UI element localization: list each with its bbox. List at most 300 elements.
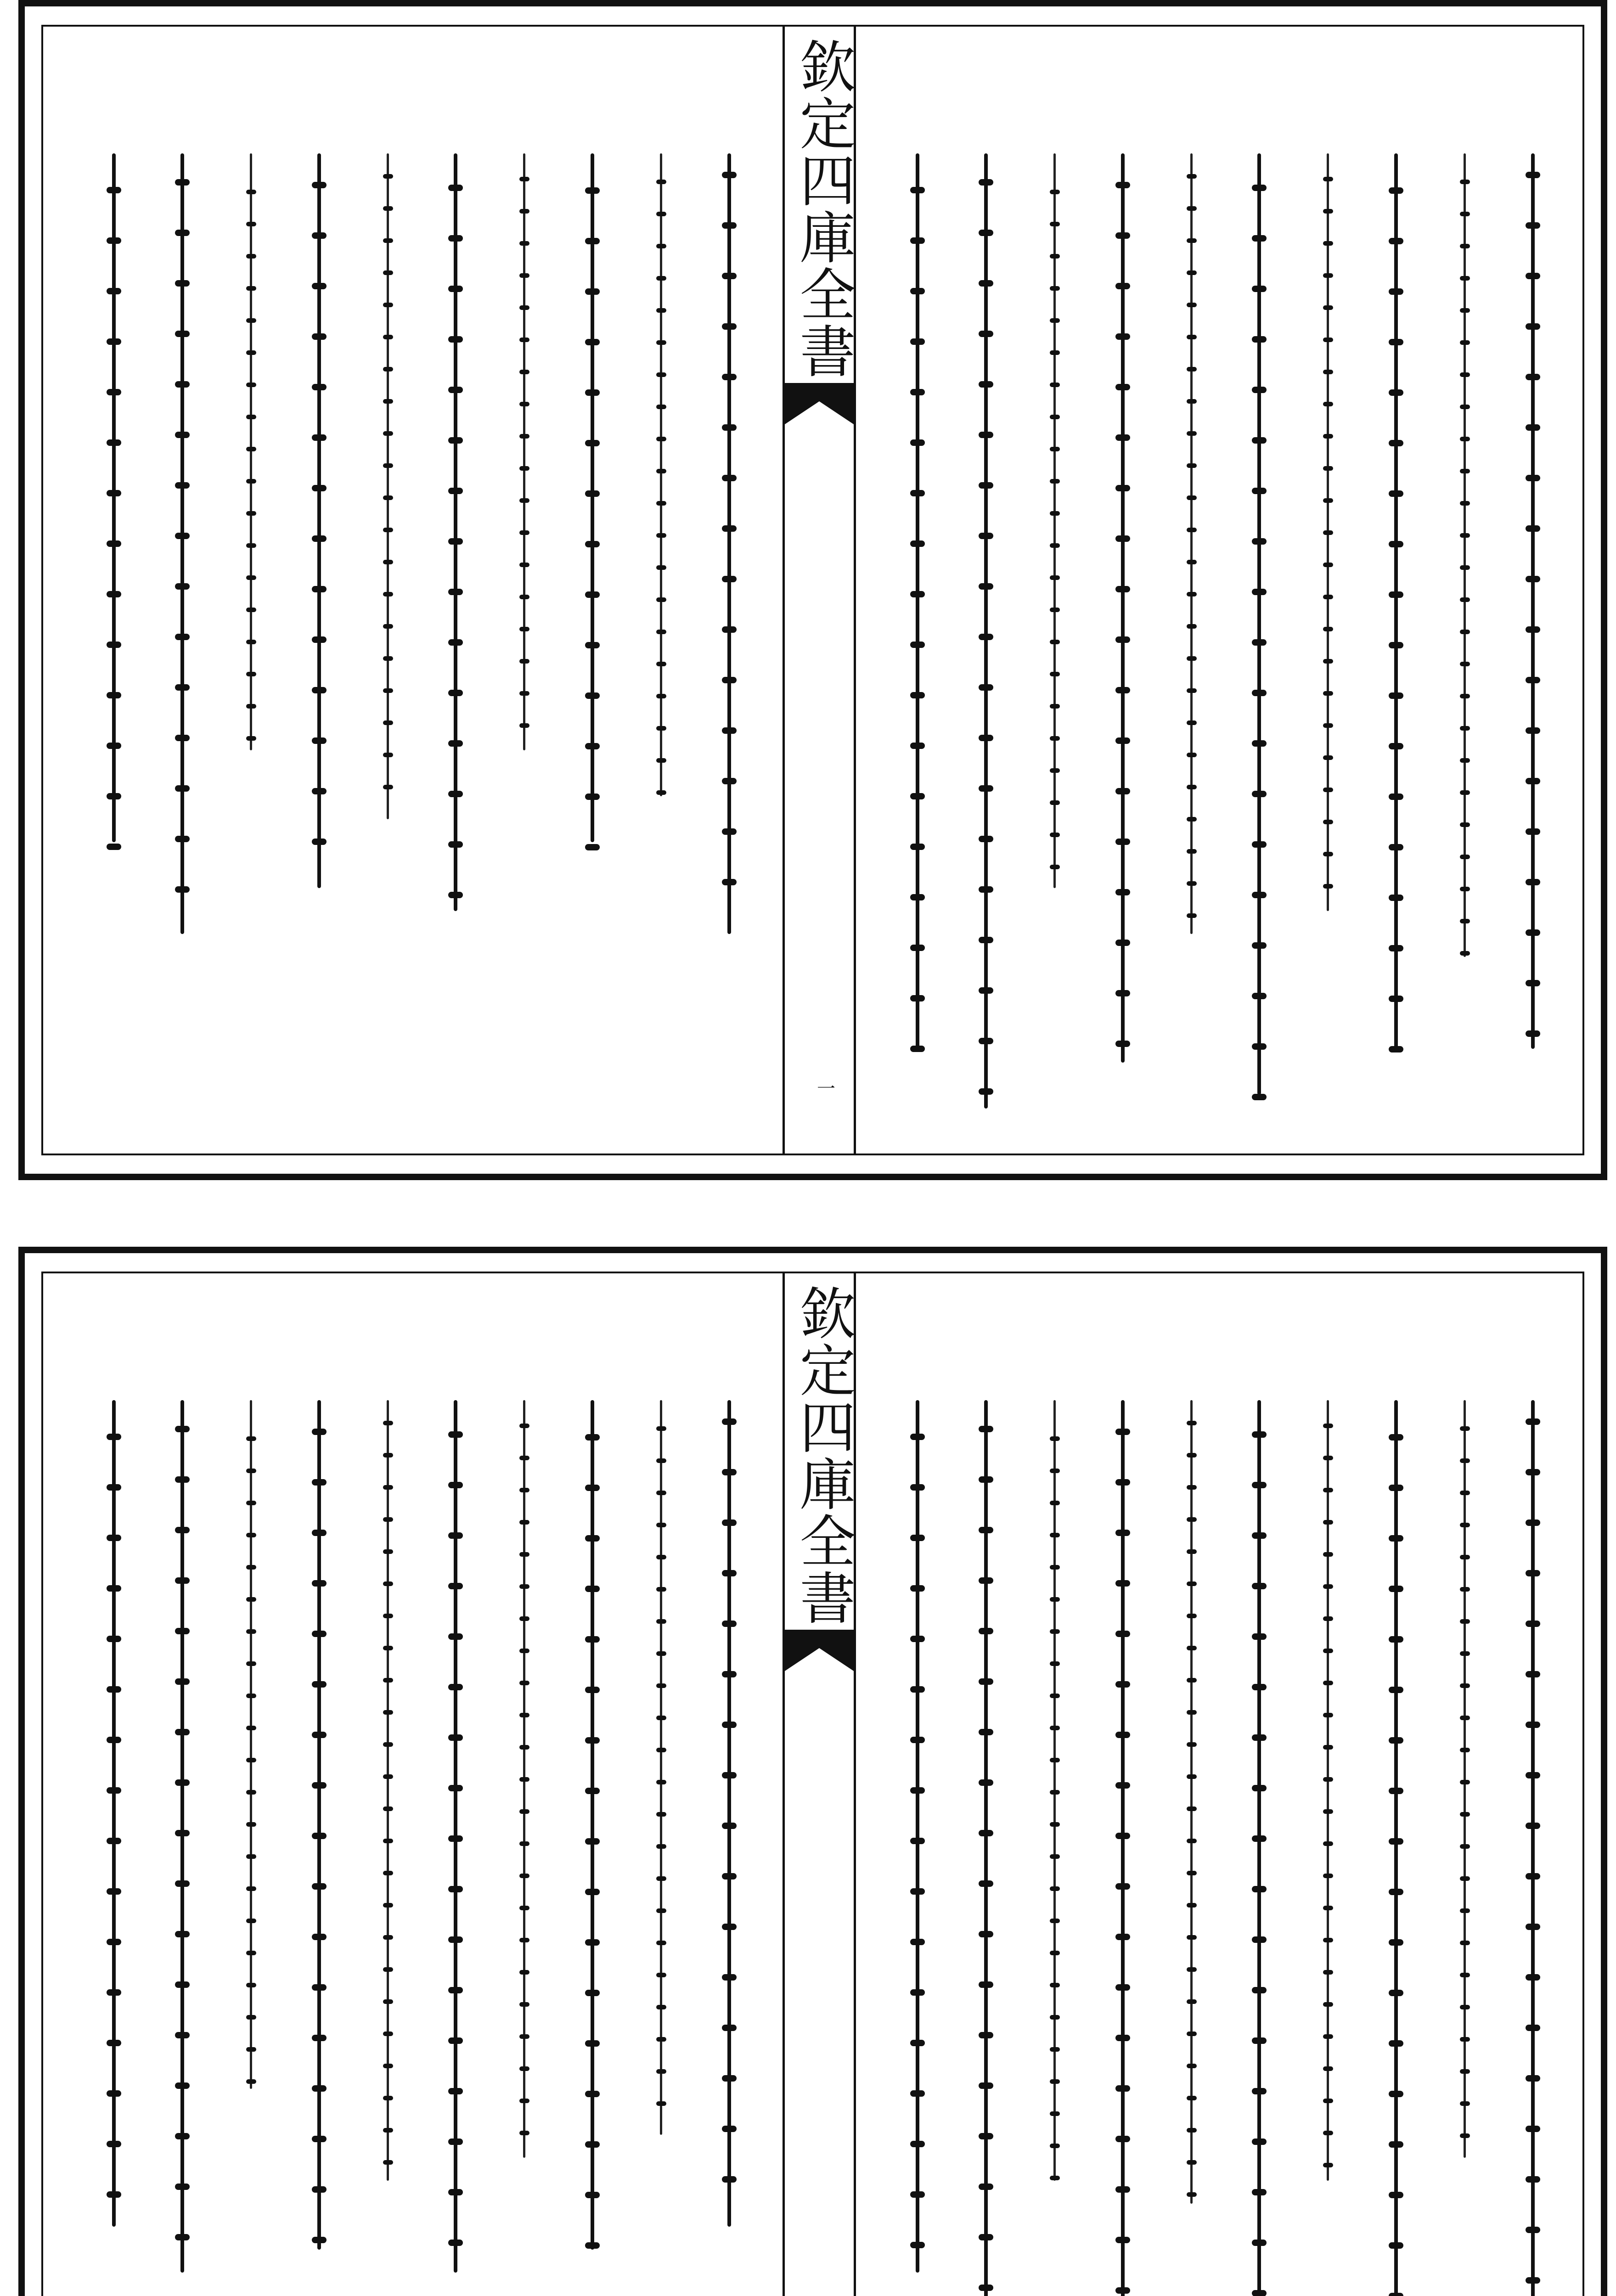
script-glyph [312, 2035, 327, 2041]
script-glyph [383, 1549, 393, 1554]
script-glyph [1460, 2101, 1470, 2106]
script-glyph [656, 758, 666, 763]
top-spread [18, 0, 1607, 1180]
script-glyph [1187, 1967, 1197, 1972]
text-columns [80, 1400, 764, 2296]
script-glyph [1389, 1939, 1403, 1946]
script-glyph [312, 283, 327, 289]
script-stroke [112, 153, 116, 842]
script-glyph [656, 1619, 666, 1624]
bottom-spread [18, 1247, 1607, 2296]
script-glyph [448, 336, 463, 343]
script-glyph [175, 886, 190, 893]
script-glyph [1526, 2176, 1540, 2183]
script-glyph [107, 2191, 121, 2198]
script-glyph [979, 331, 993, 337]
script-glyph [383, 1903, 393, 1908]
script-column [98, 1400, 130, 2296]
script-glyph [1187, 1839, 1197, 1843]
script-glyph [1323, 1520, 1333, 1525]
script-glyph [722, 424, 737, 431]
script-glyph [1252, 185, 1267, 191]
script-glyph [1460, 308, 1470, 313]
script-glyph [1187, 270, 1197, 275]
script-glyph [448, 488, 463, 494]
script-glyph [979, 684, 993, 691]
script-column [1107, 153, 1139, 1128]
script-glyph [1389, 793, 1403, 800]
script-glyph [1323, 241, 1333, 246]
script-glyph [519, 1874, 529, 1878]
script-glyph [1050, 1436, 1060, 1441]
script-glyph [1526, 677, 1540, 683]
script-glyph [1526, 475, 1540, 481]
script-glyph [312, 1833, 327, 1839]
script-column [508, 153, 541, 1128]
script-glyph [246, 254, 256, 259]
script-glyph [1187, 399, 1197, 404]
script-glyph [107, 1636, 121, 1642]
script-glyph [383, 367, 393, 371]
script-glyph [656, 405, 666, 409]
script-glyph [1115, 232, 1130, 239]
script-glyph [312, 586, 327, 592]
script-glyph [246, 1758, 256, 1762]
script-glyph [1323, 1874, 1333, 1878]
script-glyph [312, 535, 327, 542]
script-glyph [1115, 990, 1130, 996]
script-stroke [1121, 153, 1125, 1063]
script-glyph [722, 2176, 737, 2183]
script-glyph [585, 1687, 600, 1693]
script-glyph [383, 2064, 393, 2068]
script-glyph [519, 1584, 529, 1589]
script-column [1244, 1400, 1276, 2296]
script-glyph [107, 338, 121, 345]
script-glyph [1460, 951, 1470, 956]
script-glyph [246, 1854, 256, 1859]
script-glyph [979, 785, 993, 792]
script-column [1107, 1400, 1139, 2296]
script-glyph [722, 2075, 737, 2082]
script-glyph [656, 1555, 666, 1559]
script-glyph [1187, 881, 1197, 886]
script-glyph [246, 672, 256, 676]
script-glyph [1187, 1710, 1197, 1715]
script-glyph [1323, 1552, 1333, 1557]
script-glyph [585, 1889, 600, 1895]
script-glyph [383, 785, 393, 789]
script-glyph [1460, 1780, 1470, 1784]
script-glyph [383, 1421, 393, 1425]
script-glyph [519, 1777, 529, 1782]
script-glyph [910, 2040, 925, 2046]
fishtail-ornament [785, 1630, 854, 1671]
script-glyph [1252, 1633, 1267, 1640]
script-glyph [175, 1830, 190, 1836]
script-glyph [1050, 415, 1060, 419]
script-stroke [660, 153, 662, 796]
script-glyph [1187, 656, 1197, 661]
script-glyph [246, 1726, 256, 1730]
script-glyph [979, 1628, 993, 1634]
script-column [577, 153, 609, 1128]
fishtail-ornament [785, 383, 854, 424]
script-glyph [175, 583, 190, 590]
script-glyph [383, 1517, 393, 1522]
script-glyph [1526, 1873, 1540, 1880]
script-glyph [585, 389, 600, 396]
script-glyph [1115, 2136, 1130, 2142]
script-glyph [1526, 323, 1540, 330]
script-glyph [1187, 624, 1197, 629]
script-glyph [175, 230, 190, 236]
script-glyph [722, 1671, 737, 1677]
script-glyph [1526, 374, 1540, 380]
script-glyph [1252, 387, 1267, 393]
script-glyph [1050, 254, 1060, 259]
script-glyph [246, 1951, 256, 1955]
script-glyph [312, 2136, 327, 2142]
script-glyph [1187, 592, 1197, 597]
script-glyph [246, 447, 256, 451]
script-glyph [312, 2085, 327, 2092]
script-glyph [1252, 1684, 1267, 1690]
script-glyph [1187, 1742, 1197, 1747]
script-glyph [1252, 841, 1267, 848]
script-glyph [1050, 1565, 1060, 1570]
script-glyph [1526, 2075, 1540, 2082]
script-glyph [1187, 1485, 1197, 1490]
script-glyph [1252, 2189, 1267, 2195]
script-glyph [246, 1790, 256, 1795]
script-glyph [519, 1552, 529, 1557]
script-stroke [1464, 1400, 1466, 2158]
script-glyph [312, 1984, 327, 1991]
script-glyph [722, 172, 737, 178]
script-glyph [1115, 737, 1130, 744]
script-glyph [1050, 2047, 1060, 2052]
script-glyph [1460, 244, 1470, 248]
script-glyph [1460, 1973, 1470, 1977]
script-glyph [656, 2005, 666, 2009]
script-glyph [1187, 1421, 1197, 1425]
script-stroke [1394, 1400, 1398, 2296]
script-glyph [585, 490, 600, 497]
script-glyph [1050, 222, 1060, 226]
script-glyph [1460, 2037, 1470, 2042]
script-glyph [383, 688, 393, 693]
script-glyph [312, 1580, 327, 1587]
script-column [440, 153, 472, 1128]
script-glyph [246, 1983, 256, 1987]
script-glyph [979, 1880, 993, 1887]
center-spine [783, 1272, 856, 2296]
script-glyph [1050, 1919, 1060, 1923]
script-glyph [1526, 1469, 1540, 1475]
script-glyph [1526, 1030, 1540, 1037]
script-glyph [1115, 687, 1130, 693]
script-glyph [1050, 865, 1060, 869]
script-glyph [175, 634, 190, 640]
script-glyph [448, 1633, 463, 1640]
right-page [884, 34, 1568, 1146]
script-glyph [1252, 1094, 1267, 1100]
script-glyph [175, 1981, 190, 1988]
script-glyph [175, 280, 190, 287]
script-glyph [519, 530, 529, 535]
script-column [970, 1400, 1002, 2296]
script-glyph [1323, 305, 1333, 310]
script-glyph [1050, 608, 1060, 612]
script-glyph [107, 1434, 121, 1440]
script-column [1039, 153, 1071, 1128]
script-glyph [1323, 1488, 1333, 1492]
script-glyph [1252, 1835, 1267, 1842]
script-glyph [1389, 895, 1403, 901]
script-column [645, 153, 677, 1128]
script-stroke [112, 1400, 116, 2227]
script-glyph [246, 1436, 256, 1441]
script-glyph [585, 238, 600, 244]
script-glyph [1389, 743, 1403, 749]
script-glyph [1050, 190, 1060, 194]
script-glyph [656, 1716, 666, 1720]
script-glyph [1389, 1485, 1403, 1491]
script-glyph [175, 1779, 190, 1786]
script-glyph [175, 735, 190, 741]
script-column [714, 153, 746, 1128]
script-glyph [448, 1936, 463, 1943]
script-glyph [656, 1812, 666, 1817]
script-glyph [448, 2138, 463, 2145]
script-glyph [1187, 1774, 1197, 1779]
script-glyph [1115, 1041, 1130, 1047]
script-glyph [1187, 1549, 1197, 1554]
script-glyph [383, 592, 393, 597]
script-glyph [312, 485, 327, 491]
script-glyph [1389, 339, 1403, 345]
script-column [304, 1400, 336, 2296]
script-glyph [1252, 993, 1267, 999]
script-glyph [175, 2234, 190, 2240]
script-glyph [1115, 384, 1130, 390]
script-glyph [175, 179, 190, 186]
script-glyph [910, 490, 925, 496]
script-glyph [585, 339, 600, 345]
script-glyph [107, 490, 121, 496]
script-glyph [1460, 1523, 1470, 1527]
script-stroke [454, 153, 457, 911]
script-glyph [910, 1046, 925, 1052]
script-glyph [722, 1722, 737, 1728]
script-glyph [585, 1485, 600, 1491]
script-glyph [246, 511, 256, 516]
script-glyph [1115, 838, 1130, 845]
script-glyph [910, 844, 925, 850]
script-glyph [1115, 1429, 1130, 1435]
script-glyph [1050, 350, 1060, 355]
script-glyph [383, 1967, 393, 1972]
script-glyph [910, 2141, 925, 2147]
script-glyph [519, 1520, 529, 1525]
script-glyph [1323, 852, 1333, 856]
script-stroke [984, 1400, 988, 2296]
script-glyph [383, 2032, 393, 2036]
script-glyph [448, 791, 463, 797]
script-glyph [107, 187, 121, 193]
script-column [714, 1400, 746, 2296]
script-glyph [246, 318, 256, 323]
script-glyph [519, 370, 529, 374]
script-glyph [1187, 1517, 1197, 1522]
script-glyph [979, 381, 993, 388]
script-glyph [519, 1841, 529, 1846]
script-glyph [656, 1908, 666, 1913]
script-glyph [585, 844, 600, 850]
script-glyph [175, 2082, 190, 2089]
script-glyph [1460, 1941, 1470, 1945]
script-glyph [1050, 575, 1060, 580]
script-glyph [1050, 1597, 1060, 1602]
script-glyph [1050, 447, 1060, 451]
script-glyph [1252, 589, 1267, 595]
script-glyph [1187, 335, 1197, 339]
script-glyph [1187, 2032, 1197, 2036]
script-glyph [312, 687, 327, 693]
script-glyph [1187, 913, 1197, 918]
script-glyph [312, 434, 327, 441]
script-glyph [448, 1482, 463, 1488]
script-glyph [722, 1823, 737, 1829]
script-glyph [1460, 437, 1470, 441]
script-glyph [1187, 2160, 1197, 2165]
script-glyph [175, 785, 190, 792]
script-glyph [910, 1737, 925, 1743]
script-glyph [312, 2186, 327, 2193]
script-glyph [585, 2141, 600, 2148]
script-glyph [175, 2032, 190, 2038]
script-glyph [1460, 469, 1470, 473]
script-glyph [1187, 463, 1197, 468]
script-glyph [1389, 2091, 1403, 2097]
script-glyph [1323, 402, 1333, 406]
script-glyph [979, 1038, 993, 1044]
script-glyph [1115, 1530, 1130, 1536]
script-glyph [910, 1989, 925, 1996]
script-glyph [722, 1974, 737, 1981]
script-glyph [1389, 1788, 1403, 1794]
script-glyph [1187, 785, 1197, 789]
script-glyph [1460, 1683, 1470, 1688]
script-glyph [585, 1788, 600, 1794]
script-glyph [107, 1989, 121, 1996]
script-glyph [312, 232, 327, 239]
script-glyph [979, 280, 993, 287]
script-glyph [107, 1787, 121, 1794]
script-glyph [722, 323, 737, 330]
script-glyph [175, 482, 190, 489]
script-glyph [1389, 490, 1403, 497]
script-glyph [585, 2040, 600, 2047]
script-glyph [585, 1586, 600, 1592]
script-glyph [1460, 1812, 1470, 1817]
script-glyph [1526, 2025, 1540, 2031]
script-glyph [519, 2131, 529, 2135]
script-glyph [979, 2133, 993, 2139]
script-glyph [979, 937, 993, 943]
script-glyph [1323, 884, 1333, 889]
script-stroke [984, 153, 988, 1109]
script-glyph [1050, 2176, 1060, 2180]
script-glyph [1460, 597, 1470, 602]
script-glyph [1323, 209, 1333, 214]
script-glyph [1050, 383, 1060, 387]
script-glyph [246, 2015, 256, 2020]
script-glyph [383, 206, 393, 211]
script-glyph [246, 190, 256, 194]
script-glyph [1460, 630, 1470, 634]
script-glyph [1115, 2035, 1130, 2041]
script-glyph [1460, 1844, 1470, 1849]
script-glyph [585, 1737, 600, 1744]
script-glyph [585, 2242, 600, 2249]
script-glyph [910, 187, 925, 193]
script-column [440, 1400, 472, 2296]
right-page [884, 1281, 1568, 2296]
script-glyph [448, 639, 463, 646]
script-glyph [656, 244, 666, 248]
script-glyph [979, 583, 993, 590]
script-glyph [910, 2191, 925, 2198]
script-glyph [1115, 2085, 1130, 2092]
script-glyph [1526, 273, 1540, 279]
script-glyph [656, 340, 666, 345]
script-glyph [107, 743, 121, 749]
script-column [1176, 153, 1208, 1128]
script-glyph [1187, 303, 1197, 307]
script-glyph [979, 1088, 993, 1095]
script-glyph [656, 1523, 666, 1527]
script-glyph [910, 894, 925, 900]
script-glyph [1050, 736, 1060, 741]
script-glyph [312, 1429, 327, 1435]
script-glyph [1115, 283, 1130, 289]
script-glyph [1323, 1456, 1333, 1460]
spine-page-number: 一 [817, 1078, 835, 1099]
script-glyph [1526, 626, 1540, 633]
script-glyph [448, 1532, 463, 1539]
script-glyph [910, 1585, 925, 1592]
script-glyph [1115, 2237, 1130, 2243]
script-glyph [1187, 720, 1197, 725]
script-glyph [1460, 212, 1470, 216]
script-glyph [519, 241, 529, 246]
script-glyph [1526, 1570, 1540, 1576]
script-glyph [1526, 525, 1540, 532]
script-glyph [910, 945, 925, 951]
script-glyph [1115, 485, 1130, 491]
script-glyph [246, 1565, 256, 1570]
script-glyph [1526, 2126, 1540, 2132]
script-glyph [1115, 535, 1130, 542]
script-glyph [1389, 389, 1403, 396]
script-glyph [519, 1713, 529, 1717]
script-glyph [312, 788, 327, 794]
script-glyph [312, 384, 327, 390]
script-glyph [1323, 563, 1333, 567]
script-glyph [246, 608, 256, 612]
